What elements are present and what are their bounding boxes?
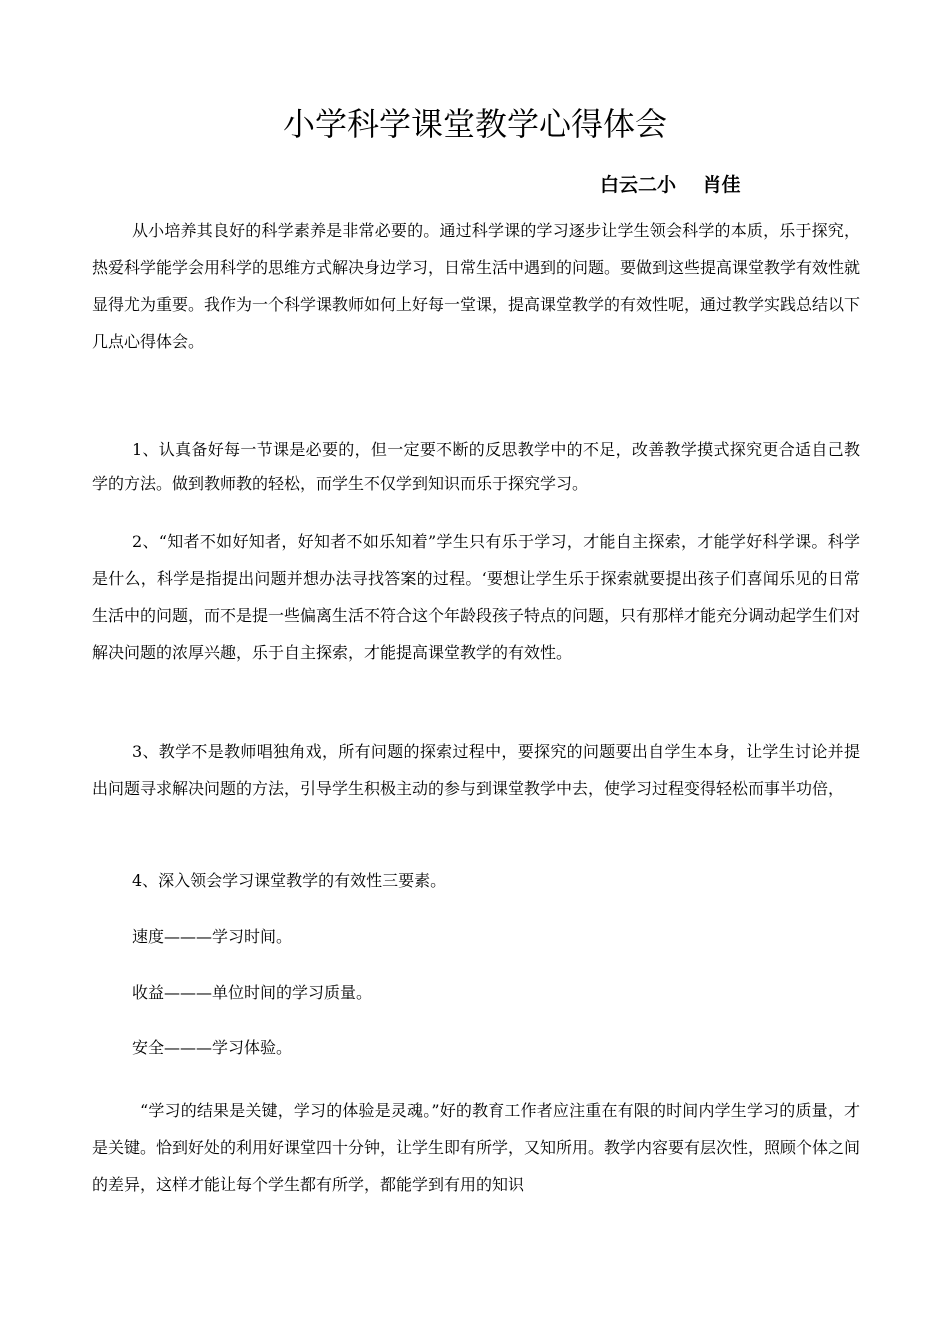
paragraph-conclusion: “学习的结果是关键，学习的体验是灵魂。”好的教育工作者应注重在有限的时间内学生学习的质量，才是关键。恰到好处的利用好课堂四十分钟，让学生即有所学，又知所用。教学内容要有层次性，照顾个体之间的差异，这样才能让每个学生都有所学，都能学到有用的知识 — [92, 1101, 861, 1194]
paragraph-point-2: 2、“知者不如好知者，好知者不如乐知着”学生只有乐于学习，才能自主探索，才能学好科学课。科学是什么，科学是指提出问题并想办法寻找答案的过程。‘要想让学生乐于探索就要提出孩子们喜闻乐见的日常生活中的问题，而不是提一些偏离生活不符合这个年龄段孩子特点的问题，只有那样才能充分调动起学生们对解决问题的浓厚兴趣，乐于自主探索，才能提高课堂教学的有效性。 — [92, 532, 861, 662]
element-safety: 安全———学习体验。 — [132, 1038, 293, 1057]
paragraph-point-3: 3、教学不是教师唱独角戏，所有问题的探索过程中，要探究的问题要出自学生本身，让学生讨论并提出问题寻求解决问题的方法，引导学生积极主动的参与到课堂教学中去，使学习过程变得轻松而事半功倍， — [92, 742, 860, 798]
element-speed: 速度———学习时间。 — [132, 927, 293, 946]
paragraph-intro: 从小培养其良好的科学素养是非常必要的。通过科学课的学习逐步让学生领会科学的本质，乐于探究，热爱科学能学会用科学的思维方式解决身边学习，日常生活中遇到的问题。要做到这些提高课堂教学有效性就显得尤为重要。我作为一个科学课教师如何上好每一堂课，提高课堂教学的有效性呢，通过教学实践总结以下几点心得体会。 — [92, 221, 861, 351]
document-title: 小学科学课堂教学心得体会 — [282, 105, 667, 143]
paragraph-point-1: 1、认真备好每一节课是必要的，但一定要不断的反思教学中的不足，改善教学摸式探究更合适自己教学的方法。做到教师教的轻松，而学生不仅学到知识而乐于探究学习。 — [92, 440, 860, 493]
paragraph-point-4: 4、深入领会学习课堂教学的有效性三要素。 — [132, 871, 447, 890]
author-line: 白云二小 肖佳 — [600, 174, 741, 196]
element-benefit: 收益———单位时间的学习质量。 — [132, 983, 373, 1002]
